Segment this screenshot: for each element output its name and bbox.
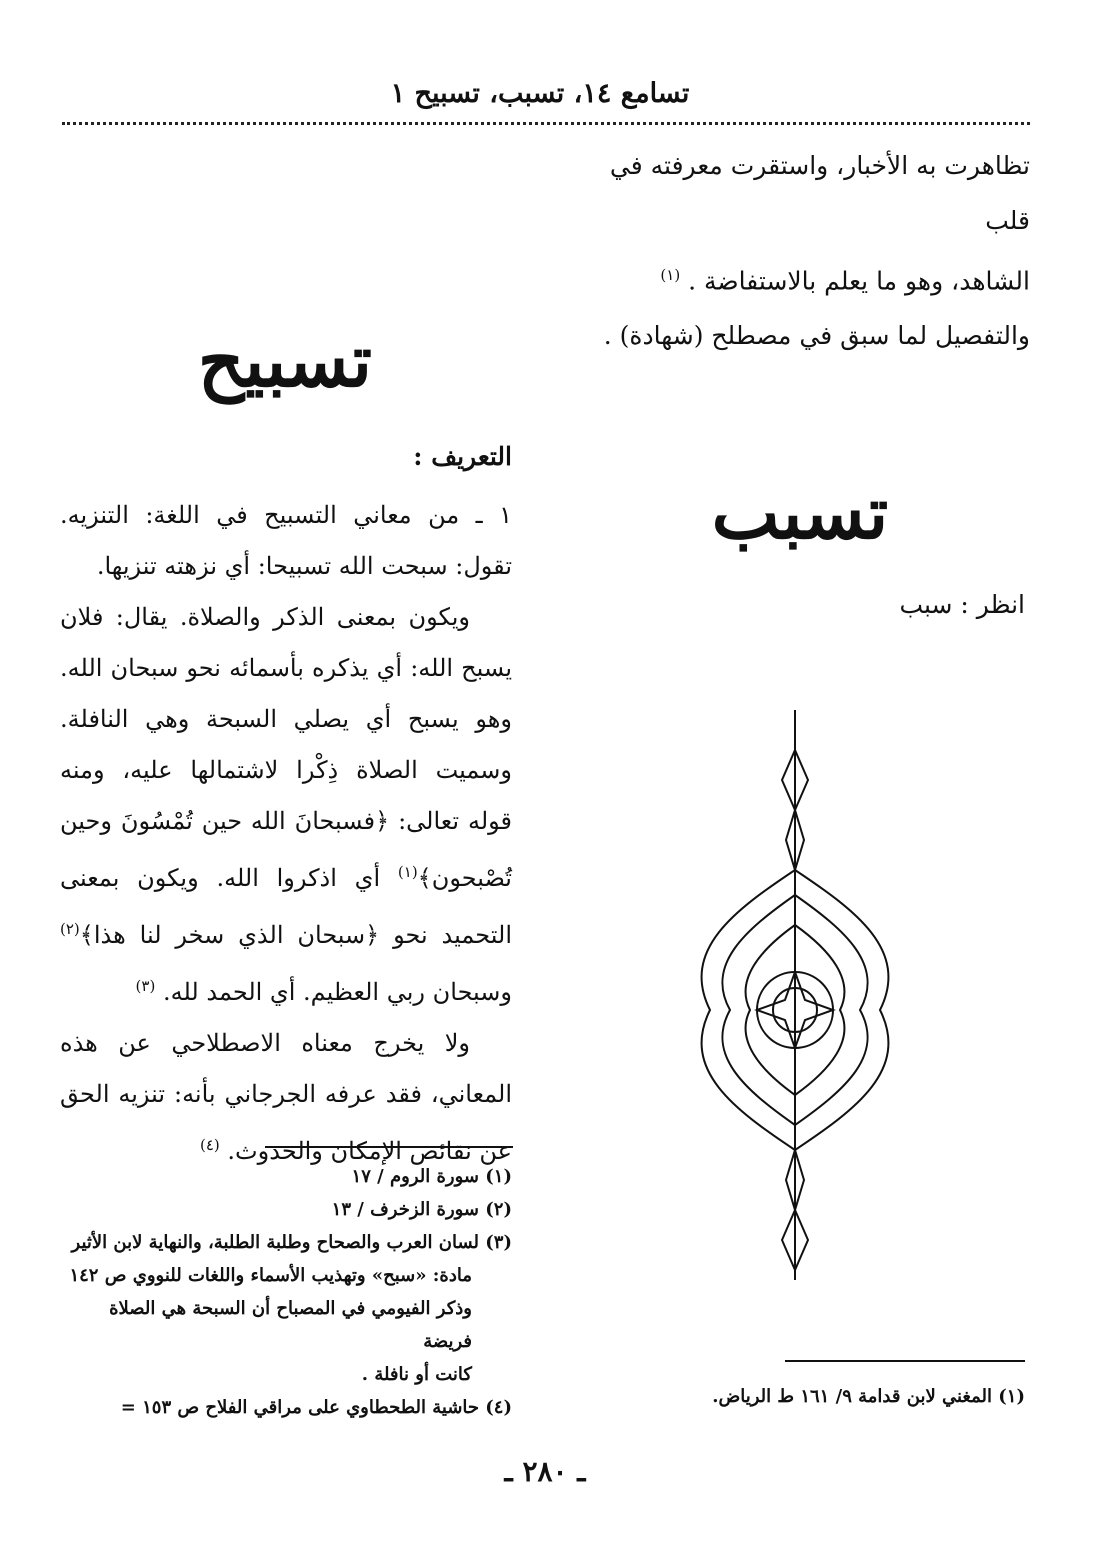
tasbih-body <box>60 490 512 1177</box>
intro-paragraph <box>560 138 1030 363</box>
see-also-reference: انظر : سبب <box>899 590 1025 619</box>
footnote-ref: (٢) <box>60 920 80 938</box>
footnotes-left <box>60 1160 512 1424</box>
intro-line: تظاهرت به الأخبار، واستقرت معرفته في قلب <box>609 151 1030 235</box>
entry-title-tasbih: تسبيح <box>197 318 373 403</box>
footnotes-right <box>700 1386 1025 1407</box>
header-divider <box>62 122 1030 125</box>
footnote-ref: (٣) <box>135 977 156 995</box>
footnote: (٣) لسان العرب والصحاح وطلبة الطلبة، والنهاية لابن الأثير <box>71 1232 512 1253</box>
definition-heading: التعريف : <box>413 442 512 471</box>
page-number: ـ ٢٨٠ ـ <box>504 1455 586 1488</box>
body-paragraph: ١ ـ من معاني التسبيح في اللغة: التنزيه. تقول: سبحت الله تسبيحا: أي نزهته تنزيها. <box>60 501 512 580</box>
intro-line: والتفصيل لما سبق في مصطلح (شهادة) . <box>603 321 1030 351</box>
footnote: (١) المغني لابن قدامة ٩/ ١٦١ ط الرياض. <box>712 1386 1025 1407</box>
decorative-ornament <box>680 710 910 1280</box>
footnote-divider <box>785 1360 1025 1362</box>
footnote-continuation: وذكر الفيومي في المصباح أن السبحة هي الصلاة فريضة <box>109 1298 472 1352</box>
running-header: تسامع ١٤، تسبب، تسبيح ١ <box>390 78 690 109</box>
footnote-ref: (١) <box>660 266 681 284</box>
body-paragraph: ولا يخرج معناه الاصطلاحي عن هذه المعاني، فقد عرفه الجرجاني بأنه: تنزيه الحق عن نقائص الإمكان والحدوث. $^{(٤)}$ <box>60 1029 512 1165</box>
footnote-divider <box>265 1146 513 1148</box>
intro-line: الشاهد، وهو ما يعلم بالاستفاضة . $^{(١)}$ <box>660 266 1030 296</box>
footnote-ref: (١) <box>397 863 418 881</box>
footnote: (٤) حاشية الطحطاوي على مراقي الفلاح ص ١٥٣ = <box>120 1397 512 1418</box>
footnote-ref: (٤) <box>200 1136 220 1154</box>
footnote: (٢) سورة الزخرف / ١٣ <box>331 1199 512 1220</box>
entry-title-tasabbub: تسبب <box>711 470 889 555</box>
footnote-continuation: مادة: «سبح» وتهذيب الأسماء واللغات للنووي ص ١٤٢ <box>69 1265 472 1286</box>
footnote-continuation: كانت أو نافلة . <box>361 1364 472 1385</box>
body-paragraph: ويكون بمعنى الذكر والصلاة. يقال: فلان يسبح الله: أي يذكره بأسمائه نحو سبحان الله. وهو يسبح أي يصلي السبحة وهي النافلة. وسميت الصلاة ذِكْرا لاشتمالها عليه، ومنه قوله تعالى: ﴿فسبحانَ الله حين تُمْسُونَ وحين تُصْبحون﴾$^{(١)}$ أي اذكروا الله. ويكون بمعنى التحميد نحو ﴿سبحان الذي سخر لنا هذا﴾$^{(٢)}$ وسبحان ربي العظيم. أي الحمد لله. $^{(٣)}$ <box>60 603 512 1006</box>
footnote: (١) سورة الروم / ١٧ <box>351 1166 512 1187</box>
